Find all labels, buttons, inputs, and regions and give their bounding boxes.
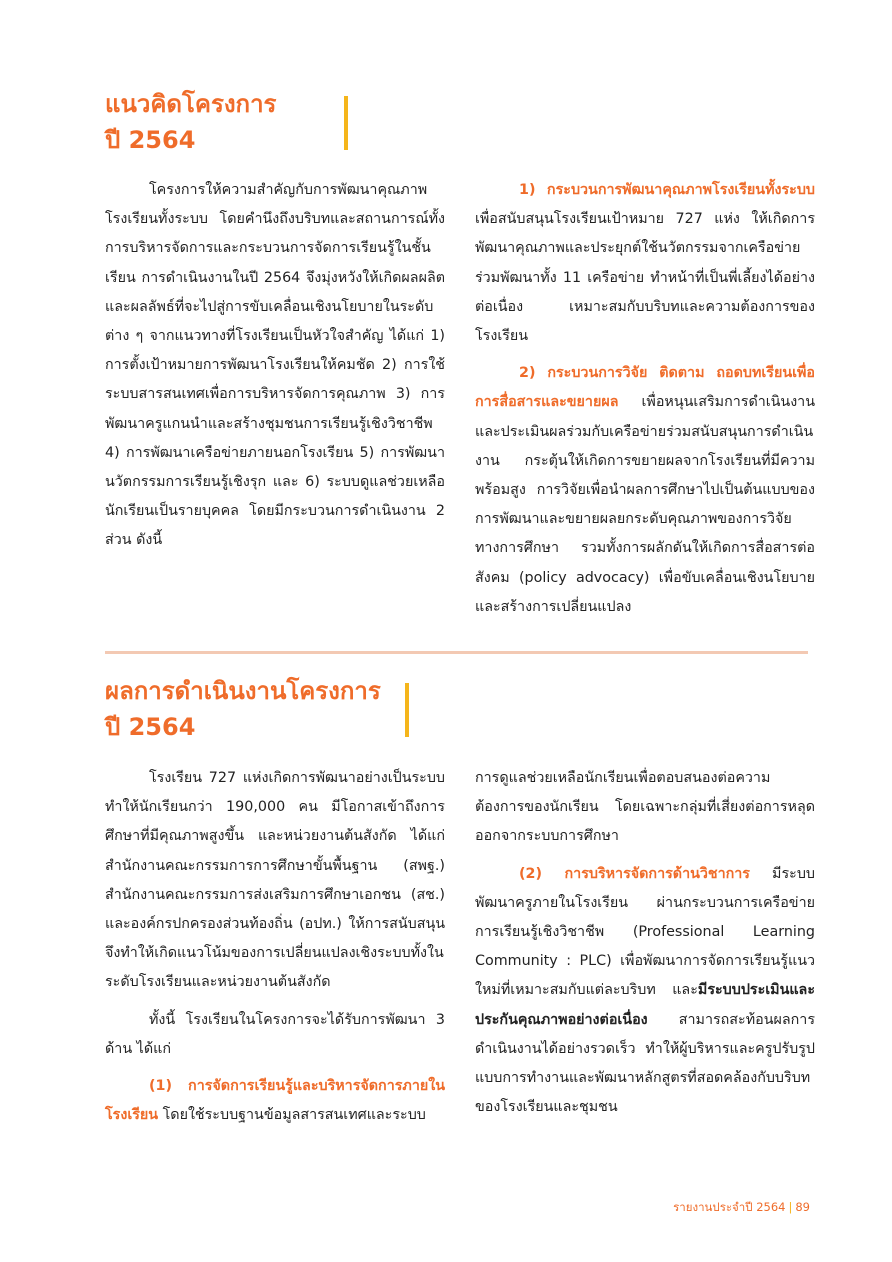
results-left-column — [105, 764, 445, 1138]
area-2-paragraph — [475, 860, 815, 1123]
section-divider — [105, 651, 808, 654]
process-1-paragraph — [475, 176, 815, 351]
footer-report-label: รายงานประจำปี 2564 — [673, 1200, 786, 1214]
process-2-body: เพื่อหนุนเสริมการดำเนินงานและประเมินผลร่วมกับเครือข่ายร่วมสนับสนุนการดำเนินงาน กระตุ้นให้เกิดการขยายผลจากโรงเรียนที่มีความพร้อมสูง การวิจัยเพื่อนำผลการศึกษาไปเป็นต้นแบบของการพัฒนาและขยายผลยกระดับคุณภาพของการวิจัยทางการศึกษา รวมทั้งการผลักดันให้เกิดการสื่อสารต่อสังคม (policy advocacy) เพื่อขับเคลื่อนเชิงนโยบายและสร้างการเปลี่ยนแปลง — [475, 394, 815, 615]
page-number: 89 — [795, 1200, 810, 1214]
process-2-paragraph — [475, 359, 815, 622]
title-accent-bar — [344, 96, 348, 150]
page-footer — [673, 1199, 810, 1217]
area-2-body: มีระบบพัฒนาครูภายในโรงเรียน ผ่านกระบวนการเครือข่ายการเรียนรู้เชิงวิชาชีพ (Professional Learning Community : PLC) เพื่อพัฒนาการจัดการเรียนรู้แนวใหม่ที่เหมาะสมกับแต่ละบริบท และ — [475, 865, 815, 999]
section-title-concept-line2: ปี 2564 — [105, 126, 196, 154]
section-title-results-line1: ผลการดำเนินงานโครงการ — [105, 677, 381, 705]
results-intro-paragraph: โรงเรียน 727 แห่งเกิดการพัฒนาอย่างเป็นระบบ ทำให้นักเรียนกว่า 190,000 คน มีโอกาสเข้าถึงการศึกษาที่มีคุณภาพสูงขึ้น และหน่วยงานต้นสังกัด ได้แก่ สำนักงานคณะกรรมการการศึกษาขั้นพื้นฐาน (สพฐ.) สำนักงานคณะกรรมการส่งเสริมการศึกษาเอกชน (สช.) และองค์กรปกครองส่วนท้องถิ่น (อปท.) ให้การสนับสนุน จึงทำให้เกิดแนวโน้มของการเปลี่ยนแปลงเชิงระบบทั้งในระดับโรงเรียนและหน่วยงานต้นสังกัด — [105, 770, 445, 991]
concept-intro-paragraph: โครงการให้ความสำคัญกับการพัฒนาคุณภาพโรงเรียนทั้งระบบ โดยคำนึงถึงบริบทและสถานการณ์ทั้งการบริหารจัดการและกระบวนการจัดการเรียนรู้ในชั้นเรียน การดำเนินงานในปี 2564 จึงมุ่งหวังให้เกิดผลผลิตและผลลัพธ์ที่จะไปสู่การขับเคลื่อนเชิงนโยบายในระดับต่าง ๆ จากแนวทางที่โรงเรียนเป็นหัวใจสำคัญ ได้แก่ 1) การตั้งเป้าหมายการพัฒนาโรงเรียนให้คมชัด 2) การใช้ระบบสารสนเทศเพื่อการบริหารจัดการคุณภาพ 3) การพัฒนาครูแกนนำและสร้างชุมชนการเรียนรู้เชิงวิชาชีพ 4) การพัฒนาเครือข่ายภายนอกโรงเรียน 5) การพัฒนานวัตกรรมการเรียนรู้เชิงรุก และ 6) ระบบดูแลช่วยเหลือนักเรียนเป็นรายบุคคล โดยมีกระบวนการดำเนินงาน 2 ส่วน ดังนี้ — [105, 182, 445, 549]
results-areas-paragraph: ทั้งนี้ โรงเรียนในโครงการจะได้รับการพัฒนา 3 ด้าน ได้แก่ — [105, 1011, 445, 1057]
concept-right-column — [475, 176, 815, 630]
results-right-column — [475, 764, 815, 1130]
process-2-heading: 2) กระบวนการวิจัย ติดตาม ถอดบทเรียนเพื่อการสื่อสารและขยายผล — [475, 365, 815, 411]
area-2-bold-text: มีระบบประเมินและประกันคุณภาพอย่างต่อเนื่อง — [475, 982, 815, 1028]
area-1-paragraph — [105, 1072, 445, 1130]
footer-separator: | — [788, 1200, 793, 1214]
area-1-heading: (1) การจัดการเรียนรู้และบริหารจัดการภายในโรงเรียน — [105, 1078, 445, 1124]
section-title-concept-line1: แนวคิดโครงการ — [105, 90, 277, 118]
concept-left-column — [105, 176, 445, 564]
section-title-results — [105, 673, 381, 745]
area-2-body-end: สามารถสะท้อนผลการดำเนินงานได้อย่างรวดเร็ว ทำให้ผู้บริหารและครูปรับรูปแบบการทำงานและพัฒนาหลักสูตรที่สอดคล้องกับบริบทของโรงเรียนและชุมชน — [475, 1011, 815, 1116]
area-2-heading: (2) การบริหารจัดการด้านวิชาการ — [519, 865, 750, 882]
section-title-concept — [105, 86, 276, 158]
process-1-heading: 1) กระบวนการพัฒนาคุณภาพโรงเรียนทั้งระบบ — [519, 182, 815, 198]
area-1-body: โดยใช้ระบบฐานข้อมูลสารสนเทศและระบบ — [158, 1107, 426, 1124]
process-1-body: เพื่อสนับสนุนโรงเรียนเป้าหมาย 727 แห่ง ให้เกิดการพัฒนาคุณภาพและประยุกต์ใช้นวัตกรรมจากเครือข่ายร่วมพัฒนาทั้ง 11 เครือข่าย ทำหน้าที่เป็นพี่เลี้ยงได้อย่างต่อเนื่อง เหมาะสมกับบริบทและความต้องการของโรงเรียน — [475, 211, 815, 345]
area-1-continued-paragraph: การดูแลช่วยเหลือนักเรียนเพื่อตอบสนองต่อความต้องการของนักเรียน โดยเฉพาะกลุ่มที่เสี่ยงต่อการหลุดออกจากระบบการศึกษา — [475, 770, 815, 845]
title-accent-bar — [405, 683, 409, 737]
section-title-results-line2: ปี 2564 — [105, 713, 196, 741]
